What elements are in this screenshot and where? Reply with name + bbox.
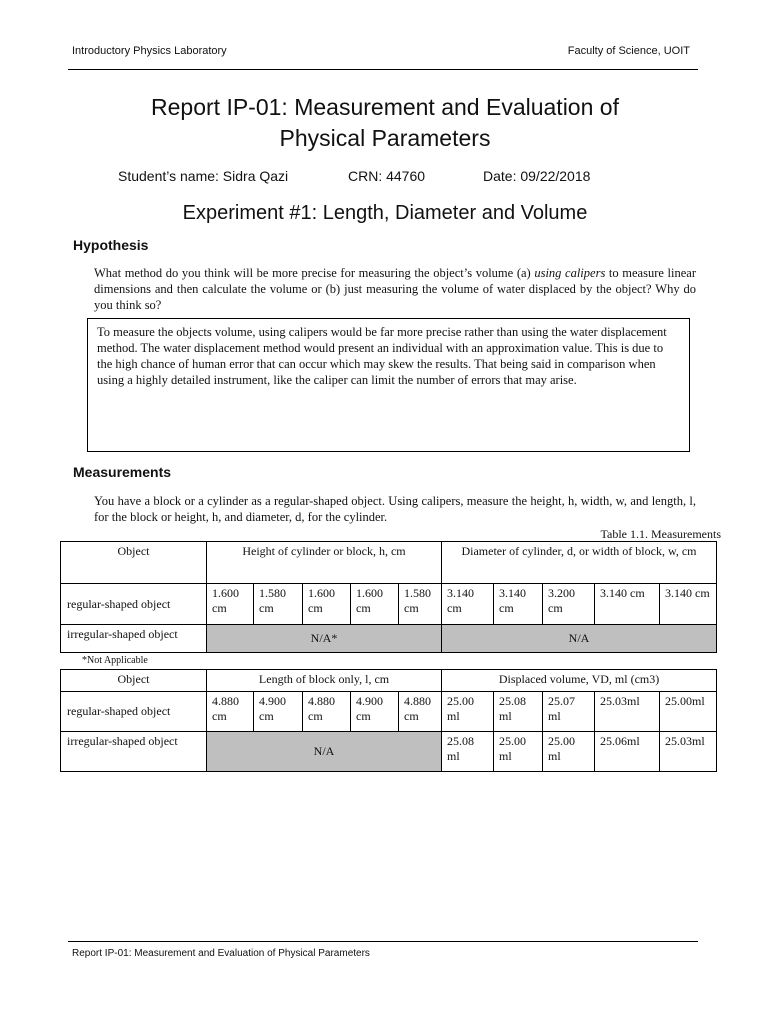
table-header-row xyxy=(61,670,717,692)
height-cell: 1.580 cm xyxy=(254,584,303,625)
diameter-cell: 3.140 cm xyxy=(595,584,660,625)
measurements-table-height-diameter xyxy=(60,541,717,653)
not-applicable-cell: N/A xyxy=(207,732,442,772)
report-date: Date: 09/22/2018 xyxy=(483,168,591,184)
volume-cell: 25.08 ml xyxy=(494,692,543,732)
diameter-cell: 3.200 cm xyxy=(543,584,595,625)
diameter-cell: 3.140 cm xyxy=(442,584,494,625)
footer-divider xyxy=(68,941,698,942)
not-applicable-cell: N/A xyxy=(442,625,717,653)
crn: CRN: 44760 xyxy=(348,168,426,184)
report-title-line2: Physical Parameters xyxy=(279,125,491,151)
diameter-cell: 3.140 cm xyxy=(660,584,717,625)
hypothesis-answer-box[interactable] xyxy=(87,318,690,452)
table-header-row xyxy=(61,542,717,584)
hypothesis-question xyxy=(94,265,696,313)
volume-cell: 25.08 ml xyxy=(442,732,494,772)
length-cell: 4.880 cm xyxy=(207,692,254,732)
hypothesis-question-emphasis: using calipers xyxy=(534,266,606,280)
row-label: irregular-shaped object xyxy=(61,732,207,772)
diameter-cell: 3.140 cm xyxy=(494,584,543,625)
height-cell: 1.600 cm xyxy=(303,584,351,625)
table-caption: Table 1.1. Measurements xyxy=(600,527,721,541)
measurements-table-length-volume xyxy=(60,669,717,772)
header-divider xyxy=(68,69,698,70)
header-course-title: Introductory Physics Laboratory xyxy=(72,45,227,57)
not-applicable-note: *Not Applicable xyxy=(82,655,148,666)
table-row xyxy=(61,584,717,625)
column-header-displaced-volume: Displaced volume, VD, ml (cm3) xyxy=(442,670,717,692)
height-cell: 1.600 cm xyxy=(351,584,399,625)
length-cell: 4.900 cm xyxy=(351,692,399,732)
header-faculty: Faculty of Science, UOIT xyxy=(567,45,690,57)
report-title-line1: Report IP-01: Measurement and Evaluation of xyxy=(151,94,619,120)
report-title xyxy=(60,92,710,154)
volume-cell: 25.00 ml xyxy=(494,732,543,772)
column-header-height: Height of cylinder or block, h, cm xyxy=(207,542,442,584)
hypothesis-heading: Hypothesis xyxy=(73,237,149,253)
table-row xyxy=(61,732,717,772)
column-header-length: Length of block only, l, cm xyxy=(207,670,442,692)
table-row xyxy=(61,625,717,653)
column-header-object: Object xyxy=(61,670,207,692)
not-applicable-cell: N/A* xyxy=(207,625,442,653)
length-cell: 4.880 cm xyxy=(399,692,442,732)
length-cell: 4.880 cm xyxy=(303,692,351,732)
table-row xyxy=(61,692,717,732)
hypothesis-question-part2: to measure linear dimensions and then calculate the volume or (b) just measuring the volume of water displaced by the object? Why do you think so? xyxy=(94,266,696,312)
measurements-heading: Measurements xyxy=(73,464,172,480)
volume-cell: 25.00 ml xyxy=(543,732,595,772)
footer-text: Report IP-01: Measurement and Evaluation of Physical Parameters xyxy=(72,948,370,959)
hypothesis-answer-text: To measure the objects volume, using calipers would be far more precise rather than using the water displacement method. The water displacement method would present an individual with an approximation value. This is due to the high chance of human error that can occur which may skew the results. That being said in comparison when using a highly detailed instrument, like the caliper can limit the number of errors that may arise. xyxy=(97,325,667,387)
row-label: regular-shaped object xyxy=(61,692,207,732)
experiment-title: Experiment #1: Length, Diameter and Volume xyxy=(182,202,588,224)
column-header-diameter: Diameter of cylinder, d, or width of block, w, cm xyxy=(442,542,717,584)
volume-cell: 25.07 ml xyxy=(543,692,595,732)
height-cell: 1.580 cm xyxy=(399,584,442,625)
volume-cell: 25.06ml xyxy=(595,732,660,772)
row-label: regular-shaped object xyxy=(61,584,207,625)
row-label: irregular-shaped object xyxy=(61,625,207,653)
measurements-intro: You have a block or a cylinder as a regular-shaped object. Using calipers, measure the height, h, width, w, and length, l, for the block or height, h, and diameter, d, for the cylinder. xyxy=(94,494,696,524)
student-name: Student’s name: Sidra Qazi xyxy=(118,168,289,184)
column-header-object: Object xyxy=(61,542,207,584)
volume-cell: 25.03ml xyxy=(595,692,660,732)
height-cell: 1.600 cm xyxy=(207,584,254,625)
volume-cell: 25.00 ml xyxy=(442,692,494,732)
length-cell: 4.900 cm xyxy=(254,692,303,732)
volume-cell: 25.00ml xyxy=(660,692,717,732)
volume-cell: 25.03ml xyxy=(660,732,717,772)
hypothesis-question-part1: What method do you think will be more precise for measuring the object’s volume (a) xyxy=(94,266,535,280)
